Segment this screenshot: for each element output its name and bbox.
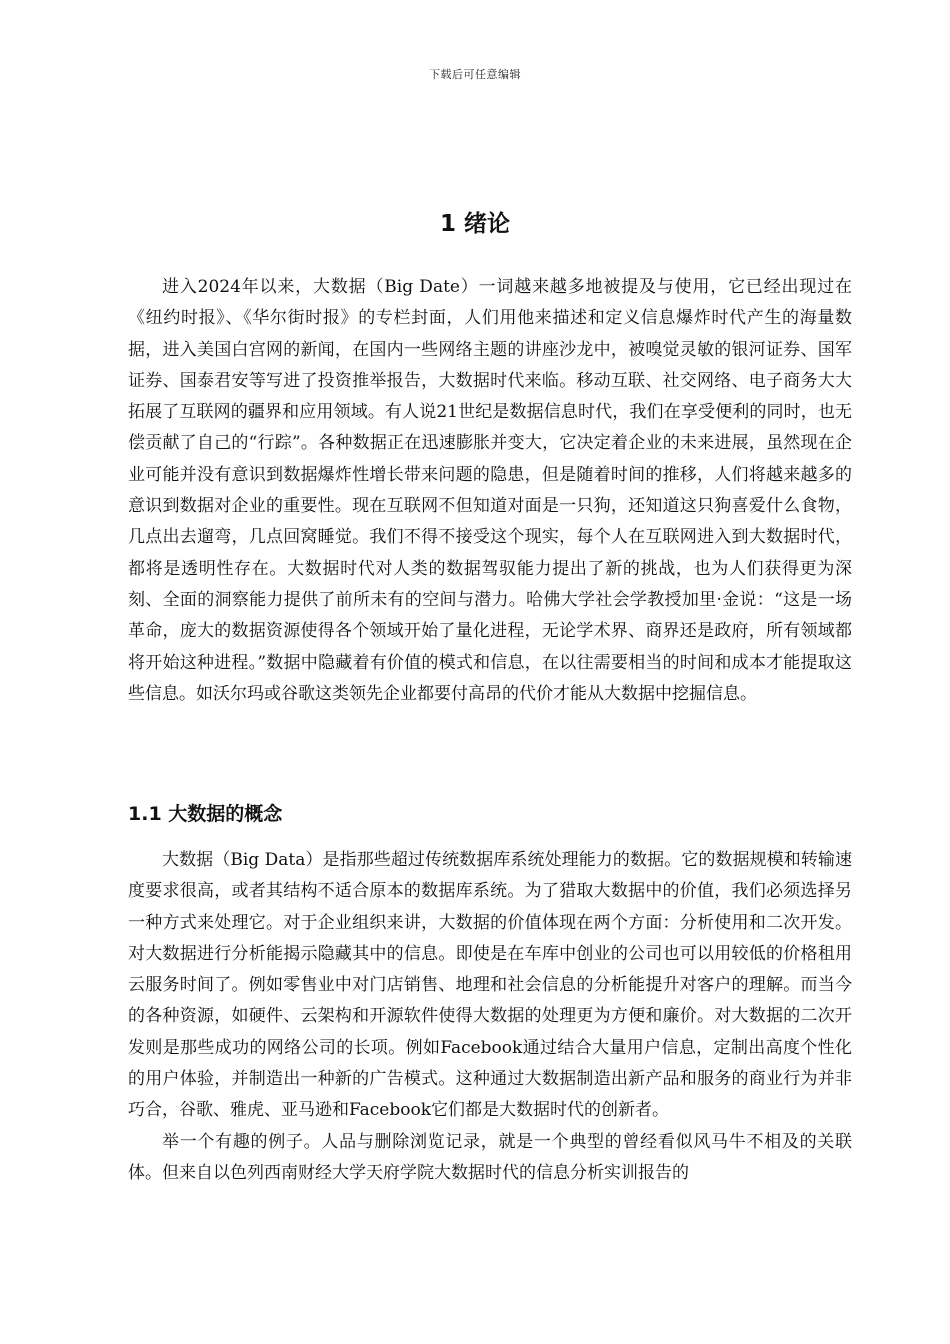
section-paragraph-2: 举一个有趣的例子。人品与删除浏览记录，就是一个典型的曾经看似风马牛不相及的关联体。但来自以色列西南财经大学天府学院大数据时代的信息分析实训报告的 xyxy=(128,1131,852,1183)
header-note: 下载后可任意编辑 xyxy=(429,68,521,81)
chapter-body xyxy=(128,272,852,710)
section-heading: 1.1 大数据的概念 xyxy=(128,803,283,825)
chapter-title: 1 绪论 xyxy=(439,211,510,237)
section-body xyxy=(128,845,852,1189)
section-paragraph-1: 大数据（Big Data）是指那些超过传统数据库系统处理能力的数据。它的数据规模和转输速度要求很高，或者其结构不适合原本的数据库系统。为了猎取大数据中的价值，我们必须选择另一种方式来处理它。对于企业组织来讲，大数据的价值体现在两个方面：分析使用和二次开发。对大数据进行分析能揭示隐藏其中的信息。即使是在车库中创业的公司也可以用较低的价格租用云服务时间了。例如零售业中对门店销售、地理和社会信息的分析能提升对客户的理解。而当今的各种资源，如硬件、云架构和开源软件使得大数据的处理更为方便和廉价。对大数据的二次开发则是那些成功的网络公司的长项。例如Facebook通过结合大量用户信息，定制出高度个性化的用户体验，并制造出一种新的广告模式。这种通过大数据制造出新产品和服务的商业行为并非巧合，谷歌、雅虎、亚马逊和Facebook它们都是大数据时代的创新者。 xyxy=(128,850,852,1121)
chapter-paragraph-1: 进入2024年以来，大数据（Big Date）一词越来越多地被提及与使用，它已经出现过在《纽约时报》、《华尔街时报》的专栏封面，人们用他来描述和定义信息爆炸时代产生的海量数据，进入美国白宫网的新闻，在国内一些网络主题的讲座沙龙中，被嗅觉灵敏的银河证券、国军证券、国泰君安等写进了投资推举报告，大数据时代来临。移动互联、社交网络、电子商务大大拓展了互联网的疆界和应用领域。有人说21世纪是数据信息时代，我们在享受便利的同时，也无偿贡献了自己的“行踪”。各种数据正在迅速膨胀并变大，它决定着企业的未来进展，虽然现在企业可能并没有意识到数据爆炸性增长带来问题的隐患，但是随着时间的推移，人们将越来越多的意识到数据对企业的重要性。现在互联网不但知道对面是一只狗，还知道这只狗喜爱什么食物，几点出去遛弯，几点回窝睡觉。我们不得不接受这个现实，每个人在互联网进入到大数据时代，都将是透明性存在。大数据时代对人类的数据驾驭能力提出了新的挑战，也为人们获得更为深刻、全面的洞察能力提供了前所未有的空间与潜力。哈佛大学社会学教授加里·金说：“这是一场革命，庞大的数据资源使得各个领域开始了量化进程，无论学术界、商界还是政府，所有领域都将开始这种进程。”数据中隐藏着有价值的模式和信息，在以往需要相当的时间和成本才能提取这些信息。如沃尔玛或谷歌这类领先企业都要付高昂的代价才能从大数据中挖掘信息。 xyxy=(128,277,852,704)
